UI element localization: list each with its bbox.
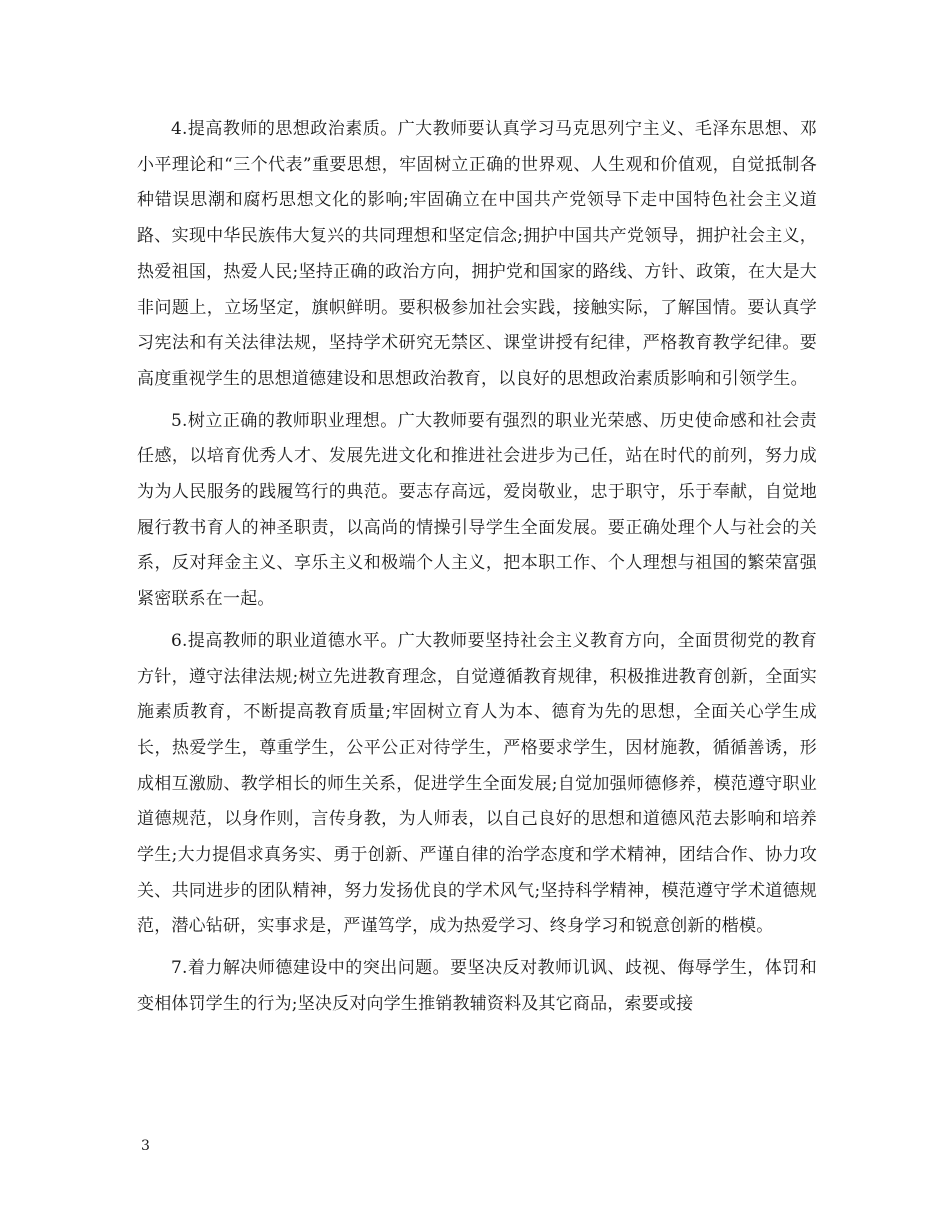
page-number: 3 [141, 1138, 150, 1154]
paragraph-teacher-political-quality: 4.提高教师的思想政治素质。广大教师要认真学习马克思列宁主义、毛泽东思想、邓小平理论和“三个代表”重要思想，牢固树立正确的世界观、人生观和价值观，自觉抵制各种错误思潮和腐朽思想文化的影响;牢固确立在中国共产党领导下走中国特色社会主义道路、实现中华民族伟大复兴的共同理想和坚定信念;拥护中国共产党领导，拥护社会主义，热爱祖国，热爱人民;坚持正确的政治方向，拥护党和国家的路线、方针、政策，在大是大非问题上，立场坚定，旗帜鲜明。要积极参加社会实践，接触实际，了解国情。要认真学习宪法和有关法律法规，坚持学术研究无禁区、课堂讲授有纪律，严格教育教学纪律。要高度重视学生的思想道德建设和思想政治教育，以良好的思想政治素质影响和引领学生。 [137, 119, 817, 389]
paragraph-teacher-career-ideal: 5.树立正确的教师职业理想。广大教师要有强烈的职业光荣感、历史使命感和社会责任感，以培育优秀人才、发展先进文化和推进社会进步为己任，站在时代的前列，努力成为为人民服务的践履笃行的典范。要志存高远，爱岗敬业，忠于职守，乐于奉献，自觉地履行教书育人的神圣职责，以高尚的情操引导学生全面发展。要正确处理个人与社会的关系，反对拜金主义、享乐主义和极端个人主义，把本职工作、个人理想与祖国的繁荣富强紧密联系在一起。 [137, 410, 817, 610]
paragraph-teacher-professional-ethics: 6.提高教师的职业道德水平。广大教师要坚持社会主义教育方向，全面贯彻党的教育方针，遵守法律法规;树立先进教育理念，自觉遵循教育规律，积极推进教育创新，全面实施素质教育，不断提高教育质量;牢固树立育人为本、德育为先的思想，全面关心学生成长，热爱学生，尊重学生，公平公正对待学生，严格要求学生，因材施教，循循善诱，形成相互激励、教学相长的师生关系，促进学生全面发展;自觉加强师德修养，模范遵守职业道德规范，以身作则，言传身教，为人师表，以自己良好的思想和道德风范去影响和培养学生;大力提倡求真务实、勇于创新、严谨自律的治学态度和学术精神，团结合作、协力攻关、共同进步的团队精神，努力发扬优良的学术风气;坚持科学精神，模范遵守学术道德规范，潜心钻研，实事求是，严谨笃学，成为热爱学习、终身学习和锐意创新的楷模。 [137, 630, 817, 937]
document-body [137, 112, 817, 1029]
paragraph-ethics-issues: 7.着力解决师德建设中的突出问题。要坚决反对教师讥讽、歧视、侮辱学生，体罚和变相体罚学生的行为;坚决反对向学生推销教辅资料及其它商品，索要或接 [137, 958, 817, 1014]
